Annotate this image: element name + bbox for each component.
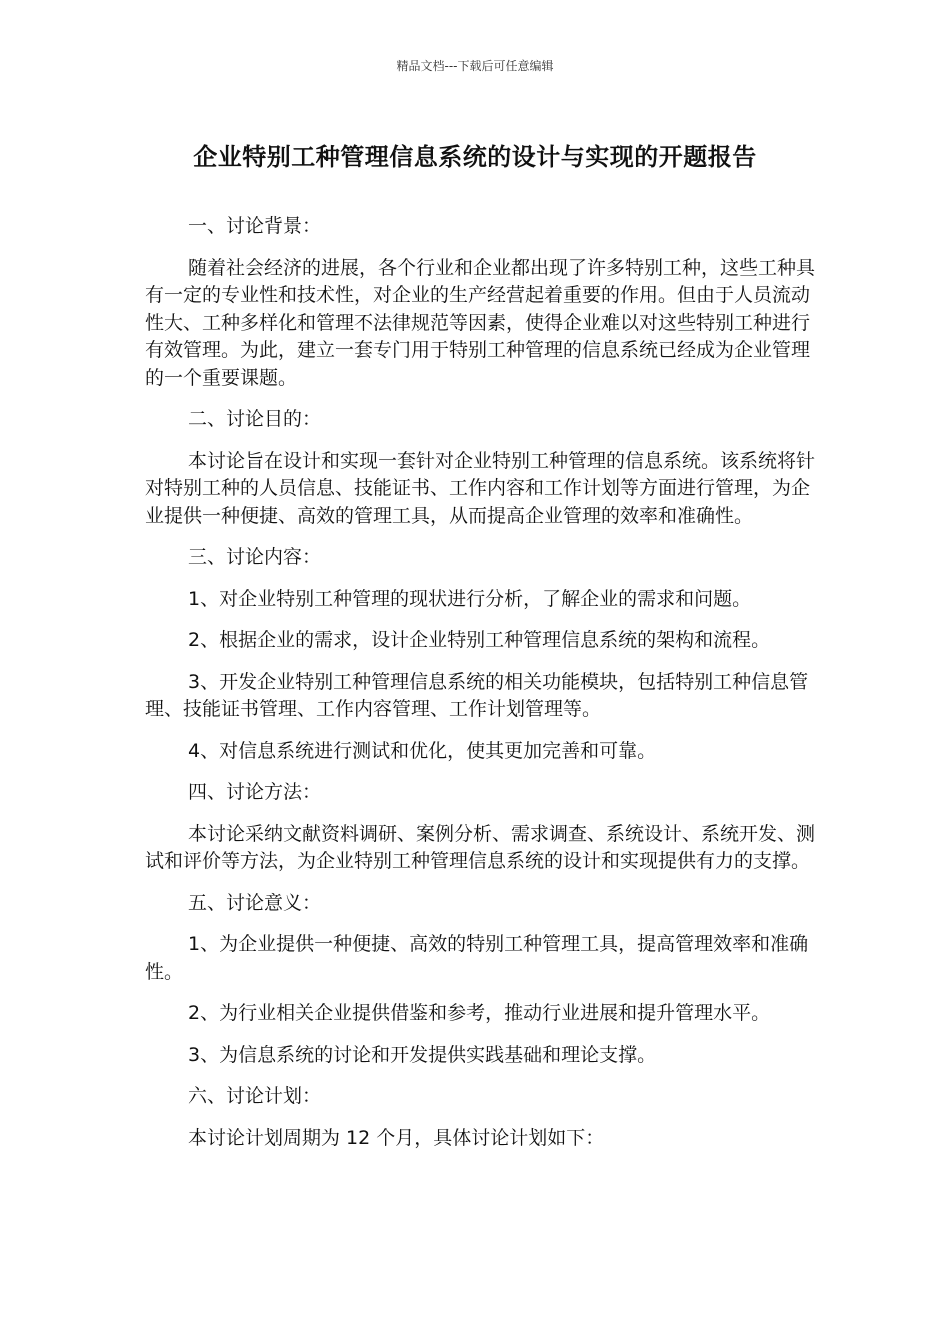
paragraph-method: 本讨论采纳文献资料调研、案例分析、需求调查、系统设计、系统开发、测试和评价等方法，为企业特别工种管理信息系统的设计和实现提供有力的支撑。 xyxy=(145,822,816,872)
section-heading-purpose: 二、讨论目的： xyxy=(188,408,322,430)
document-title: 企业特别工种管理信息系统的设计与实现的开题报告 xyxy=(193,143,757,171)
document-body xyxy=(145,213,825,1166)
section-heading-method: 四、讨论方法： xyxy=(188,781,322,803)
content-item-4: 4、对信息系统进行测试和优化，使其更加完善和可靠。 xyxy=(188,739,657,762)
content-item-2: 2、根据企业的需求，设计企业特别工种管理信息系统的架构和流程。 xyxy=(188,629,771,651)
significance-item-3: 3、为信息系统的讨论和开发提供实践基础和理论支撑。 xyxy=(188,1043,657,1066)
significance-item-1: 1、为企业提供一种便捷、高效的特别工种管理工具，提高管理效率和准确性。 xyxy=(145,933,809,983)
paragraph-purpose: 本讨论旨在设计和实现一套针对企业特别工种管理的信息系统。该系统将针对特别工种的人员信息、技能证书、工作内容和工作计划等方面进行管理，为企业提供一种便捷、高效的管理工具，从而提高企业管理的效率和准确性。 xyxy=(145,449,816,527)
section-heading-background: 一、讨论背景： xyxy=(188,215,322,237)
section-heading-plan: 六、讨论计划： xyxy=(188,1085,322,1107)
significance-item-2: 2、为行业相关企业提供借鉴和参考，推动行业进展和提升管理水平。 xyxy=(188,1002,771,1024)
section-heading-content: 三、讨论内容： xyxy=(188,546,322,568)
content-item-3: 3、开发企业特别工种管理信息系统的相关功能模块，包括特别工种信息管理、技能证书管理、工作内容管理、工作计划管理等。 xyxy=(145,670,809,720)
page-header-note: 精品文档---下载后可任意编辑 xyxy=(396,59,554,73)
paragraph-plan: 本讨论计划周期为 12 个月，具体讨论计划如下： xyxy=(188,1126,605,1149)
paragraph-background: 随着社会经济的进展，各个行业和企业都出现了许多特别工种，这些工种具有一定的专业性和技术性，对企业的生产经营起着重要的作用。但由于人员流动性大、工种多样化和管理不法律规范等因素，使得企业难以对这些特别工种进行有效管理。为此，建立一套专门用于特别工种管理的信息系统已经成为企业管理的一个重要课题。 xyxy=(145,256,816,389)
section-heading-significance: 五、讨论意义： xyxy=(188,891,322,914)
content-item-1: 1、对企业特别工种管理的现状进行分析，了解企业的需求和问题。 xyxy=(188,587,752,610)
